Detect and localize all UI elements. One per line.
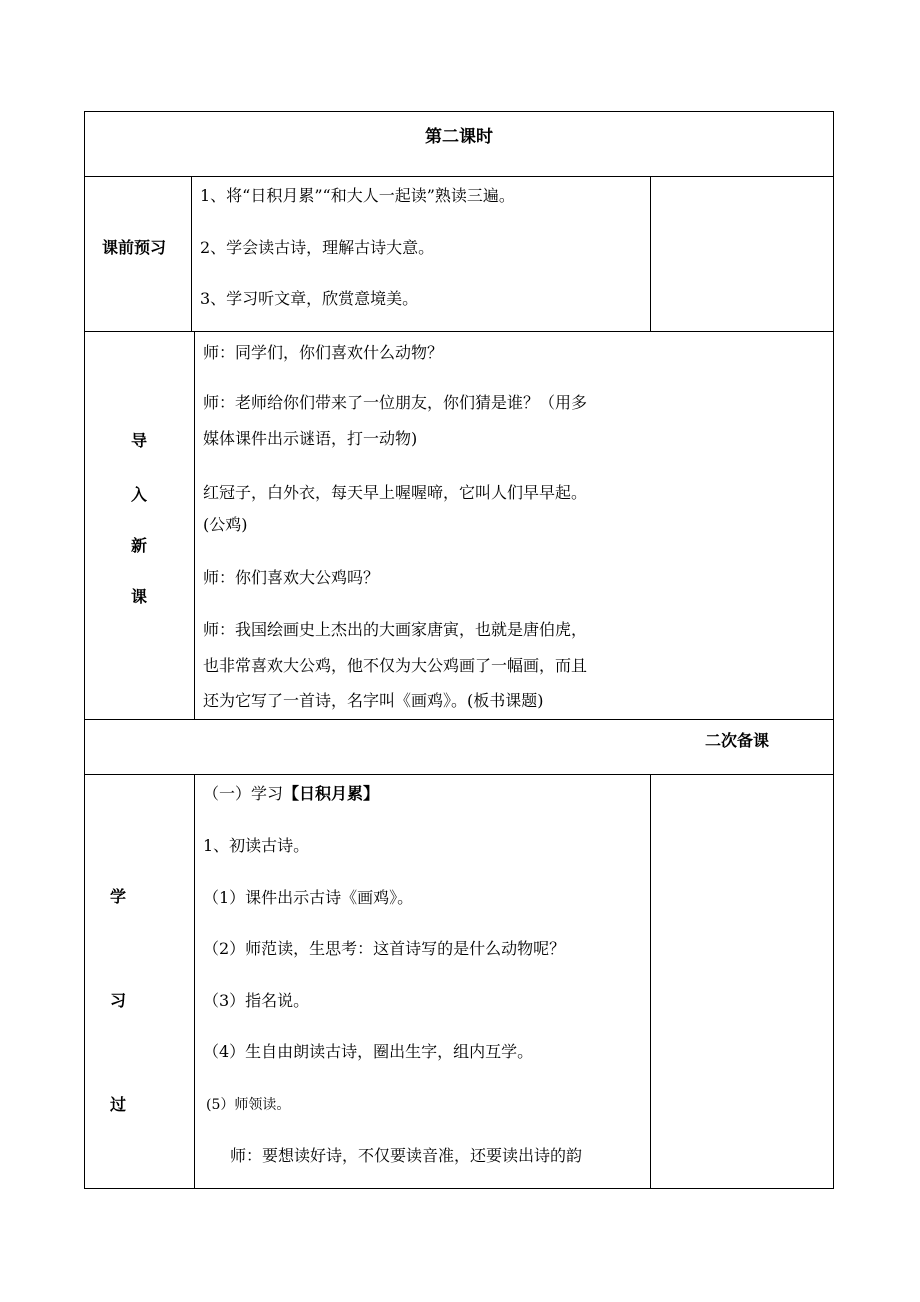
table-border-right (833, 111, 834, 1189)
table-divider (84, 176, 834, 177)
intro-line: 师：同学们，你们喜欢什么动物？ (203, 343, 444, 362)
preview-item: 2、学会读古诗，理解古诗大意。 (200, 238, 435, 257)
column-divider (650, 176, 651, 331)
preview-item: 3、学习听文章，欣赏意境美。 (200, 289, 419, 308)
study-line: 1、初读古诗。 (203, 836, 310, 855)
study-heading-prefix: （一）学习 (203, 784, 284, 803)
intro-line: 师：我国绘画史上杰出的大画家唐寅，也就是唐伯虎， (203, 620, 588, 639)
table-divider (84, 719, 834, 720)
intro-label-char: 导 (131, 431, 148, 450)
column-divider (650, 774, 651, 1188)
study-line: （1）课件出示古诗《画鸡》。 (203, 888, 414, 907)
intro-line: 师：老师给你们带来了一位朋友，你们猜是谁？（用多 (203, 393, 588, 412)
study-line: 师：要想读好诗，不仅要读音准，还要读出诗的韵 (230, 1146, 583, 1165)
second-prep-label: 二次备课 (705, 731, 770, 750)
column-divider (194, 331, 195, 719)
column-divider (194, 774, 195, 1188)
table-divider (84, 774, 834, 775)
intro-label-char: 课 (131, 587, 148, 606)
study-line: （3）指名说。 (203, 991, 310, 1010)
table-border-top (84, 111, 834, 112)
intro-line: 师：你们喜欢大公鸡吗？ (203, 568, 380, 587)
study-line: （2）师范读，生思考：这首诗写的是什么动物呢？ (203, 939, 566, 958)
study-label-char: 学 (110, 887, 127, 906)
study-line: （4）生自由朗读古诗，圈出生字，组内互学。 (203, 1042, 534, 1061)
column-divider (191, 176, 192, 331)
intro-line: 也非常喜欢大公鸡，他不仅为大公鸡画了一幅画，而且 (203, 656, 588, 675)
study-heading (203, 783, 379, 805)
lesson-title: 第二课时 (425, 127, 493, 147)
intro-line: 还为它写了一首诗，名字叫《画鸡》。(板书课题) (203, 691, 544, 710)
intro-label-char: 入 (131, 485, 148, 504)
preview-label: 课前预习 (102, 238, 167, 257)
intro-line: 媒体课件出示谜语，打一动物) (203, 429, 418, 448)
intro-line: 红冠子，白外衣，每天早上喔喔啼，它叫人们早早起。 (203, 483, 588, 502)
intro-line: (公鸡) (203, 515, 248, 534)
intro-label-char: 新 (131, 536, 148, 555)
table-divider (84, 331, 834, 332)
table-border-bottom (84, 1188, 834, 1189)
study-label-char: 习 (110, 991, 127, 1010)
table-border-left (84, 111, 85, 1189)
study-label-char: 过 (110, 1095, 127, 1114)
preview-item: 1、将“日积月累”“和大人一起读”熟读三遍。 (200, 186, 515, 205)
study-line: (5）师领读。 (206, 1097, 291, 1113)
study-heading-bold: 【日积月累】 (283, 784, 380, 803)
